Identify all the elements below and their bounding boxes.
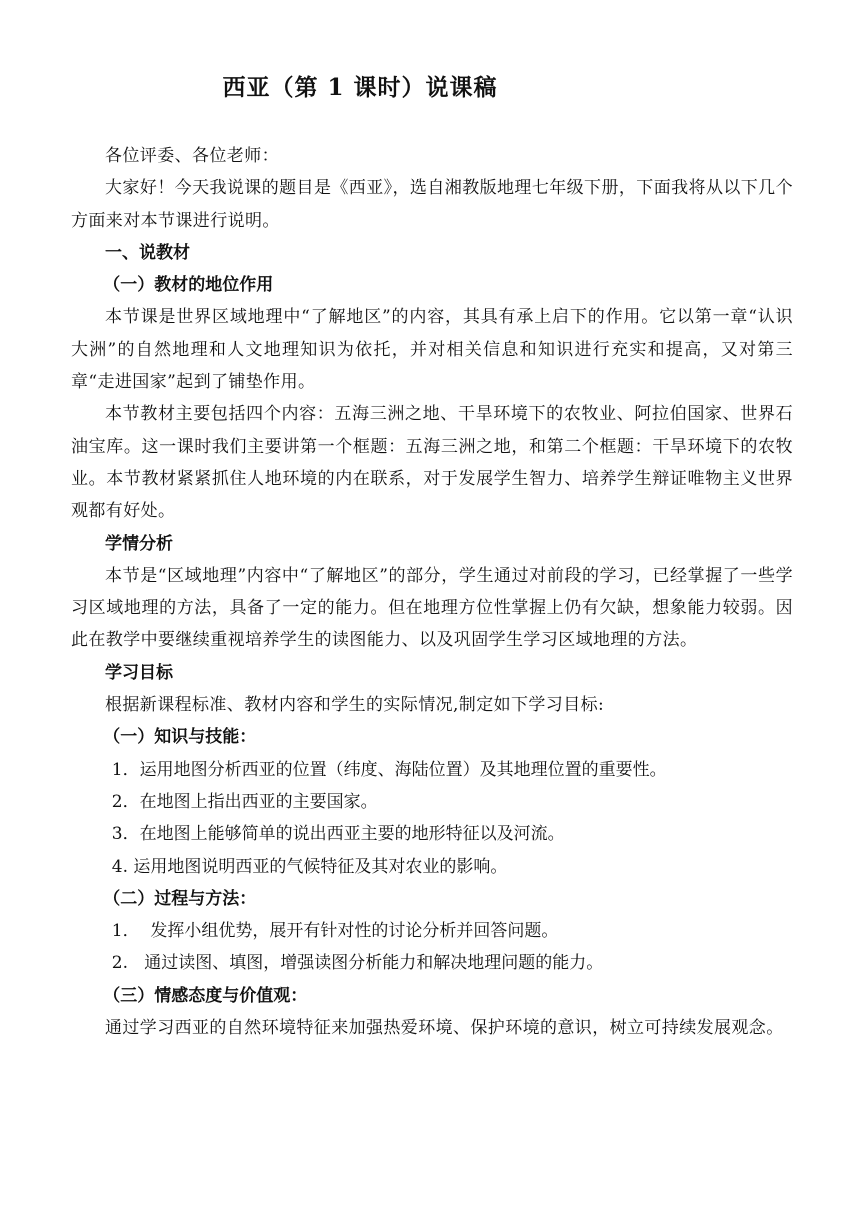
list-item: 3．在地图上能够简单的说出西亚主要的地形特征以及河流。 — [111, 824, 565, 845]
section-heading-learning-goals: 学习目标 — [105, 662, 173, 683]
subheading-knowledge-skills: （一）知识与技能： — [103, 727, 257, 748]
list-item: 1． 发挥小组优势，展开有针对性的讨论分析并回答问题。 — [111, 921, 559, 942]
subheading-emotion-values: （三）情感态度与价值观： — [103, 985, 308, 1006]
paragraph-student-analysis: 本节是“区域地理”内容中“了解地区”的部分，学生通过对前段的学习，已经掌握了一些学习区域地理的方法，具备了一定的能力。但在地理方位性掌握上仍有欠缺，想象能力较弱。因此在教学中要继续重视培养学生的读图能力、以及巩固学生学习区域地理的方法。 — [71, 565, 793, 651]
paragraph-goals-intro: 根据新课程标准、教材内容和学生的实际情况,制定如下学习目标: — [105, 695, 605, 716]
page-title: 西亚（第 1 课时）说课稿 — [222, 74, 498, 101]
list-item: 4. 运用地图说明西亚的气候特征及其对农业的影响。 — [111, 856, 508, 877]
paragraph-textbook-role: 本节课是世界区域地理中“了解地区”的内容，其具有承上启下的作用。它以第一章“认识大洲”的自然地理和人文地理知识为依托，并对相关信息和知识进行充实和提高，又对第三章“走进国家”起到了铺垫作用。 — [71, 307, 793, 393]
section-heading-textbook: 一、说教材 — [105, 242, 190, 263]
list-item: 2. 通过读图、填图，增强读图分析能力和解决地理问题的能力。 — [111, 953, 604, 974]
list-item: 2．在地图上指出西亚的主要国家。 — [111, 791, 378, 812]
document-body — [71, 140, 793, 1044]
paragraph-textbook-content: 本节教材主要包括四个内容：五海三洲之地、干旱环境下的农牧业、阿拉伯国家、世界石油宝库。这一课时我们主要讲第一个框题：五海三洲之地，和第二个框题：干旱环境下的农牧业。本节教材紧紧抓住人地环境的内在联系，对于发展学生智力、培养学生辩证唯物主义世界观都有好处。 — [71, 404, 793, 522]
subheading-textbook-role: （一）教材的地位作用 — [103, 275, 274, 296]
subheading-process-methods: （二）过程与方法： — [103, 888, 257, 909]
intro-paragraph: 大家好！今天我说课的题目是《西亚》，选自湘教版地理七年级下册，下面我将从以下几个方面来对本节课进行说明。 — [71, 178, 793, 231]
greeting: 各位评委、各位老师： — [105, 146, 279, 166]
list-item: 1．运用地图分析西亚的位置（纬度、海陆位置）及其地理位置的重要性。 — [111, 759, 667, 780]
section-heading-student-analysis: 学情分析 — [105, 533, 173, 554]
paragraph-emotion-values: 通过学习西亚的自然环境特征来加强热爱环境、保护环境的意识，树立可持续发展观念。 — [105, 1018, 784, 1039]
